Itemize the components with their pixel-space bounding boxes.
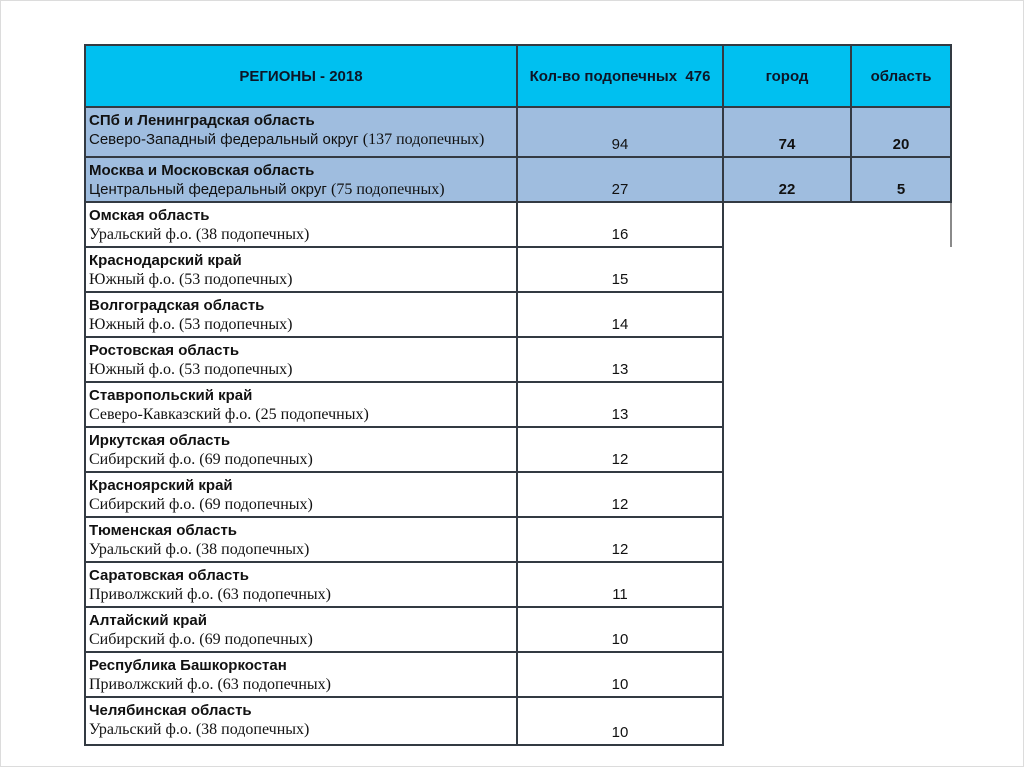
header-count: Кол-во подопечных 476: [517, 45, 723, 107]
empty-cell: [723, 202, 951, 247]
count-cell: 15: [517, 247, 723, 292]
region-cell: [85, 107, 517, 157]
region-cell: [85, 427, 517, 472]
table-row: [85, 427, 951, 472]
region-cell: [85, 607, 517, 652]
region-name: Республика Башкоркостан: [89, 657, 287, 674]
header-city: город: [723, 45, 851, 107]
region-district: Приволжский ф.о. (63 подопечных): [89, 676, 331, 693]
count-cell: 13: [517, 382, 723, 427]
region-cell: [85, 697, 517, 745]
oblast-cell: 20: [851, 107, 951, 157]
table-row: [85, 157, 951, 202]
table-row: [85, 517, 951, 562]
count-cell: 16: [517, 202, 723, 247]
count-cell: 14: [517, 292, 723, 337]
region-district: Южный ф.о. (53 подопечных): [89, 316, 293, 333]
region-name: Омская область: [89, 207, 210, 224]
table-row: [85, 382, 951, 427]
region-cell: [85, 652, 517, 697]
region-name: Волгоградская область: [89, 297, 265, 314]
region-name: Тюменская область: [89, 522, 238, 539]
count-cell: 10: [517, 607, 723, 652]
count-cell: 12: [517, 427, 723, 472]
count-cell: 13: [517, 337, 723, 382]
region-name: Алтайский край: [89, 612, 207, 629]
empty-cell: [723, 562, 951, 607]
region-district: Центральный федеральный округ (75 подопечных): [89, 181, 445, 198]
empty-cell: [723, 292, 951, 337]
empty-cell: [723, 337, 951, 382]
table-row: [85, 337, 951, 382]
region-name: Ростовская область: [89, 342, 240, 359]
region-cell: [85, 382, 517, 427]
table-row: [85, 472, 951, 517]
table-row: [85, 562, 951, 607]
region-name: Челябинская область: [89, 702, 252, 719]
region-cell: [85, 202, 517, 247]
region-district: Уральский ф.о. (38 подопечных): [89, 721, 310, 738]
regions-table: [84, 44, 952, 746]
table-row: [85, 107, 951, 157]
region-district: Сибирский ф.о. (69 подопечных): [89, 451, 313, 468]
count-cell: 94: [517, 107, 723, 157]
city-cell: 22: [723, 157, 851, 202]
region-cell: [85, 517, 517, 562]
table-row: [85, 202, 951, 247]
empty-cell: [723, 247, 951, 292]
count-cell: 12: [517, 472, 723, 517]
region-name: Саратовская область: [89, 567, 249, 584]
count-cell: 12: [517, 517, 723, 562]
header-oblast: область: [851, 45, 951, 107]
region-cell: [85, 292, 517, 337]
empty-cell: [723, 427, 951, 472]
region-name: Красноярский край: [89, 477, 233, 494]
region-district: Южный ф.о. (53 подопечных): [89, 361, 293, 378]
table-row: [85, 247, 951, 292]
region-district: Сибирский ф.о. (69 подопечных): [89, 631, 313, 648]
empty-cell: [723, 652, 951, 697]
count-cell: 11: [517, 562, 723, 607]
region-name: Ставропольский край: [89, 387, 253, 404]
slide: [84, 44, 952, 746]
header-row: [85, 45, 951, 107]
header-region: РЕГИОНЫ - 2018: [85, 45, 517, 107]
table-row: [85, 652, 951, 697]
empty-cell: [723, 607, 951, 652]
region-cell: [85, 562, 517, 607]
region-cell: [85, 472, 517, 517]
empty-cell: [723, 697, 951, 745]
region-cell: [85, 157, 517, 202]
region-district: Сибирский ф.о. (69 подопечных): [89, 496, 313, 513]
empty-cell: [723, 382, 951, 427]
table-row: [85, 607, 951, 652]
empty-cell: [723, 472, 951, 517]
table-row: [85, 697, 951, 745]
empty-cell: [723, 517, 951, 562]
table-row: [85, 292, 951, 337]
region-district: Уральский ф.о. (38 подопечных): [89, 226, 310, 243]
oblast-cell: 5: [851, 157, 951, 202]
count-cell: 10: [517, 652, 723, 697]
region-name: Краснодарский край: [89, 252, 242, 269]
count-cell: 10: [517, 697, 723, 745]
region-district: Приволжский ф.о. (63 подопечных): [89, 586, 331, 603]
region-name: СПб и Ленинградская область: [89, 112, 315, 129]
region-cell: [85, 247, 517, 292]
region-district: Северо-Западный федеральный округ (137 подопечных): [89, 131, 485, 148]
region-name: Москва и Московская область: [89, 162, 315, 179]
region-cell: [85, 337, 517, 382]
region-district: Северо-Кавказский ф.о. (25 подопечных): [89, 406, 369, 423]
count-cell: 27: [517, 157, 723, 202]
region-name: Иркутская область: [89, 432, 231, 449]
region-district: Южный ф.о. (53 подопечных): [89, 271, 293, 288]
city-cell: 74: [723, 107, 851, 157]
region-district: Уральский ф.о. (38 подопечных): [89, 541, 310, 558]
